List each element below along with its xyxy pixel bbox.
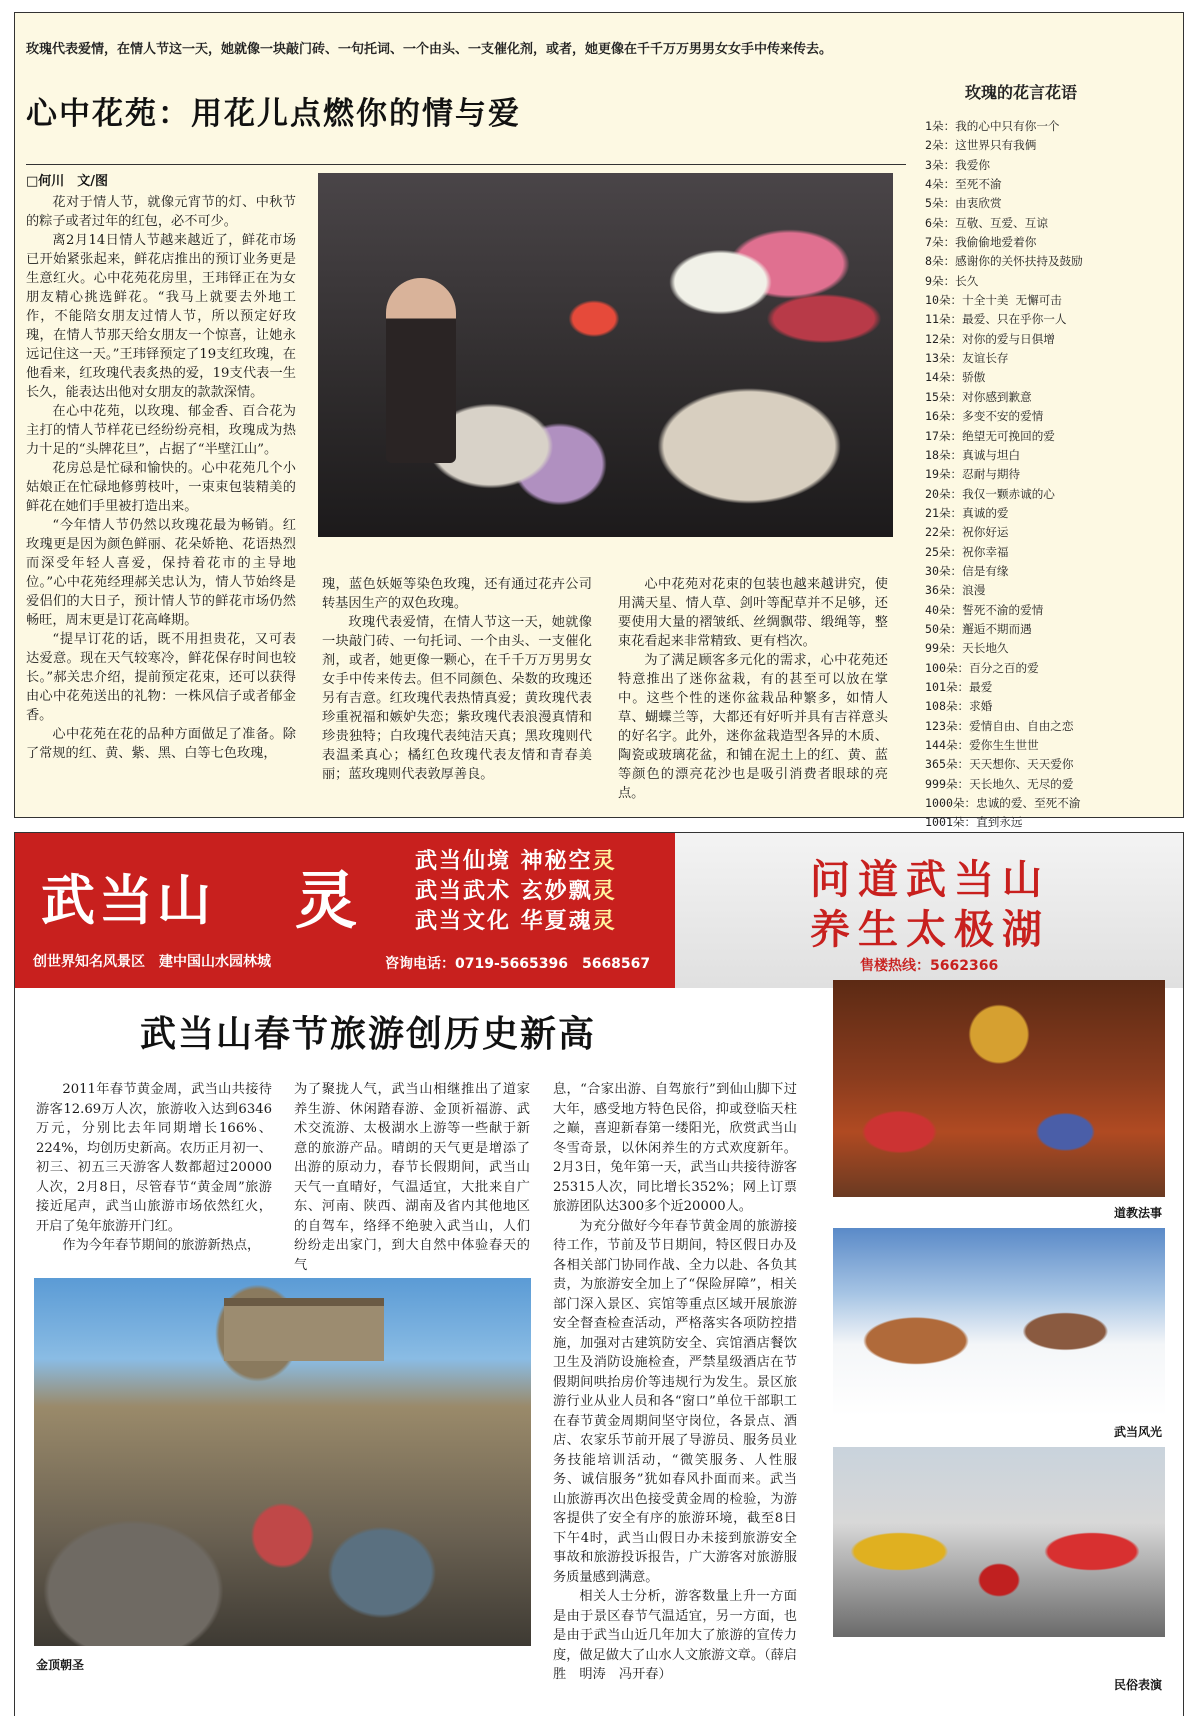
temple-wall (224, 1298, 384, 1361)
golden-summit-photo (34, 1278, 531, 1646)
article-intro: 玫瑰代表爱情，在情人节这一天，她就像一块敲门砖、一句托词、一个由头、一支催化剂，或者，她更像在千千万万男男女女手中传来传去。 (26, 42, 833, 57)
rose-language-item: 17朵：绝望无可挽回的爱 (925, 428, 1055, 443)
banner-logo-char: 灵 (295, 864, 358, 937)
ad-line-1: 问道武当山 (810, 857, 1050, 903)
rose-language-item: 12朵：对你的爱与日俱增 (925, 331, 1055, 346)
paragraph: 相关人士分析，游客数量上升一方面是由于景区春节气温适宜，另一方面，也是由于武当山近几年加大了旅游的宣传力度，做足做大了山水人文旅游文章。（薛启胜 明涛 冯开春） (553, 1589, 797, 1682)
folk-performance-photo (833, 1447, 1165, 1637)
paragraph: 离2月14日情人节越来越近了，鲜花市场已开始紧张起来，鲜花店推出的预订业务更是生意红火。心中花苑花房里，王玮铎正在为女朋友精心挑选鲜花。“我马上就要去外地工作，不能陪女朋友过情人节，所以预定好玫瑰，在情人节那天给女朋友一个惊喜，让她永远记住这一天。”王玮铎预定了19支红玫瑰，在他看来，红玫瑰代表炙热的爱，19支代表一生长久，能表达出他对女朋友的款款深情。 (26, 233, 296, 400)
article-headline: 心中花苑：用花儿点燃你的情与爱 (26, 96, 521, 132)
ad-line-2: 养生太极湖 (810, 907, 1050, 953)
tourism-column-3 (553, 1080, 797, 1685)
slogan-line: 武当仙境 神秘空灵 (415, 849, 617, 874)
slogan-line: 武当武术 玄妙飘灵 (415, 879, 617, 904)
rose-language-item: 1001朵：直到永远 (925, 815, 1023, 830)
taoist-ritual-photo (833, 980, 1165, 1197)
photo-caption: 金顶朝圣 (36, 1658, 85, 1672)
banner-slogans (415, 847, 617, 937)
rose-language-item: 3朵：我爱你 (925, 157, 990, 172)
rose-language-item: 999朵：天长地久、无尽的爱 (925, 776, 1074, 791)
rose-language-item: 7朵：我偷偷地爱着你 (925, 235, 1037, 250)
paragraph: 玫瑰代表爱情，在情人节这一天，她就像一块敲门砖、一句托词、一个由头、一支催化剂，或者，她更像一颗心，在千千万万男男女女手中传来传去。但不同颜色、朵数的玫瑰还另有吉意。红玫瑰代表热情真爱；黄玫瑰代表珍重祝福和嫉妒失恋；紫玫瑰代表浪漫真情和珍贵独特；白玫瑰代表纯洁天真；黑玫瑰则代表温柔真心；橘红色玫瑰代表友情和青春美丽；蓝玫瑰则代表敦厚善良。 (322, 615, 592, 782)
rose-language-item: 36朵：浪漫 (925, 583, 986, 598)
sidebar-title: 玫瑰的花言花语 (965, 83, 1078, 102)
rose-language-item: 2朵：这世界只有我俩 (925, 138, 1037, 153)
rose-language-item: 40朵：誓死不渝的爱情 (925, 602, 1044, 617)
banner-phone: 咨询电话：0719-5665396 5668567 (385, 956, 651, 972)
rose-language-item: 14朵：骄傲 (925, 370, 986, 385)
wudang-banner (15, 833, 1183, 988)
paragraph: 在心中花苑，以玫瑰、郁金香、百合花为主打的情人节样花已经纷纷亮相，玫瑰成为热力十足的“头牌花旦”，占据了“半壁江山”。 (26, 404, 296, 457)
paragraph: 息，“合家出游、自驾旅行”到仙山脚下过大年，感受地方特色民俗，抑或登临天柱之巅，喜迎新春第一缕阳光，欣赏武当山冬雪奇景，以休闲养生的方式欢度新年。2月3日，兔年第一天，武当山共接待游客25315人次，同比增长352%；网上订票旅游团队达300多个近20000人。 (553, 1082, 797, 1214)
banner-logo: 武当山 (41, 869, 215, 932)
paragraph: 为了满足顾客多元化的需求，心中花苑还特意推出了迷你盆栽，有的甚至可以放在掌中。这些个性的迷你盆栽品种繁多，如情人草、蝴蝶兰等，大都还有好听并具有吉祥意头的好名字。此外，迷你盆栽造型各异的木质、陶瓷或玻璃花盆，和铺在泥土上的红、黄、蓝等颜色的漂亮花沙也是吸引消费者眼球的亮点。 (618, 653, 888, 801)
banner-tagline: 创世界知名风景区 建中国山水园林城 (33, 954, 271, 970)
article-column-3 (618, 575, 888, 803)
byline: □何川 文/图 (26, 174, 109, 189)
rose-language-item: 100朵：百分之百的爱 (925, 660, 1039, 675)
rose-language-item: 99朵：天长地久 (925, 641, 1009, 656)
paragraph: 瑰，蓝色妖姬等染色玫瑰，还有通过花卉公司转基因生产的双色玫瑰。 (322, 577, 592, 611)
photo-caption: 武当风光 (1114, 1425, 1163, 1439)
photo-caption: 民俗表演 (1114, 1678, 1163, 1692)
article-column-2 (322, 575, 592, 784)
divider (26, 164, 906, 165)
rose-language-item: 18朵：真诚与坦白 (925, 447, 1021, 462)
rose-language-item: 8朵：感谢你的关怀扶持及鼓励 (925, 254, 1083, 269)
slogan-line: 武当文化 华夏魂灵 (415, 909, 617, 934)
rose-language-item: 19朵：忍耐与期待 (925, 467, 1021, 482)
florist-figure (386, 278, 456, 463)
rose-language-item: 15朵：对你感到歉意 (925, 389, 1032, 404)
article-column-1 (26, 193, 296, 763)
rose-language-item: 144朵：爱你生生世世 (925, 738, 1039, 752)
paragraph: 花对于情人节，就像元宵节的灯、中秋节的粽子或者过年的红包，必不可少。 (26, 195, 296, 229)
paragraph: 为了聚拢人气，武当山相继推出了道家养生游、休闲踏春游、金顶祈福游、武术交流游、太极湖水上游等一些献于新意的旅游产品。晴朗的天气更是增添了出游的原动力，春节长假期间，武当山天气一直晴好，气温适宜，大批来自广东、河南、陕西、湖南及省内其他地区的自驾车，络绎不绝驶入武当山，人们纷纷走出家门，到大自然中体验春天的气 (294, 1082, 530, 1273)
rose-language-item: 5朵：由衷欣赏 (925, 196, 1002, 211)
ad-phone: 售楼热线：5662366 (860, 958, 999, 974)
rose-language-item: 22朵：祝你好运 (925, 525, 1009, 540)
rose-language-sidebar (925, 80, 1165, 833)
rose-language-list (925, 117, 1165, 833)
paragraph: “提早订花的话，既不用担贵花，又可表达爱意。现在天气较寒冷，鲜花保存时间也较长。”郝关忠介绍，提前预定花束，还可以获得由心中花苑送出的礼物：一株风信子或者郁金香。 (26, 632, 296, 723)
rose-language-item: 1朵：我的心中只有你一个 (925, 119, 1060, 133)
rose-language-item: 365朵：天天想你、天天爱你 (925, 757, 1074, 772)
paragraph: “今年情人节仍然以玫瑰花最为畅销。红玫瑰更是因为颜色鲜丽、花朵娇艳、花语热烈而深受年轻人喜爱，保持着花市的主导地位。”心中花苑经理郝关忠认为，情人节始终是爱侣们的大日子，预计情人节的鲜花市场仍然畅旺，周末更是订花高峰期。 (26, 518, 296, 628)
flower-shop-photo (318, 173, 893, 537)
rose-language-item: 1000朵：忠诚的爱、至死不渝 (925, 796, 1081, 811)
rose-language-item: 4朵：至死不渝 (925, 177, 1002, 192)
paragraph: 花房总是忙碌和愉快的。心中花苑几个小姑娘正在忙碌地修剪枝叶，一束束包装精美的鲜花在她们手里被打造出来。 (26, 461, 296, 514)
rose-language-item: 6朵：互敬、互爱、互谅 (925, 215, 1048, 230)
rose-language-item: 25朵：祝你幸福 (925, 544, 1009, 559)
wudang-scenery-photo (833, 1228, 1165, 1416)
rose-language-item: 50朵：邂逅不期而遇 (925, 621, 1032, 636)
tourism-column-2 (294, 1080, 530, 1275)
ad-title (810, 855, 1050, 955)
tourism-column-1 (36, 1080, 272, 1256)
rose-language-item: 9朵：长久 (925, 273, 979, 288)
rose-language-item: 30朵：信是有缘 (925, 563, 1009, 578)
paragraph: 2011年春节黄金周，武当山共接待游客12.69万人次，旅游收入达到6346万元，分别比去年同期增长166%、224%，均创历史新高。农历正月初一、初三、初五三天游客人数都超过20000人次，2月8日，尽管春节“黄金周”旅游接近尾声，武当山旅游市场依然红火，开启了兔年旅游开门红。 (36, 1082, 272, 1234)
tourism-headline: 武当山春节旅游创历史新高 (140, 1014, 597, 1055)
rose-language-item: 11朵：最爱、只在乎你一人 (925, 312, 1067, 327)
banner-right-ad (675, 833, 1183, 988)
rose-language-item: 16朵：多变不安的爱情 (925, 409, 1044, 424)
paragraph: 心中花苑在花的品种方面做足了准备。除了常规的红、黄、紫、黑、白等七色玫瑰， (26, 727, 296, 761)
paragraph: 作为今年春节期间的旅游新热点， (62, 1238, 261, 1253)
rose-language-item: 21朵：真诚的爱 (925, 505, 1009, 520)
rose-language-item: 13朵：友谊长存 (925, 351, 1009, 366)
rose-language-item: 10朵：十全十美 无懈可击 (925, 293, 1062, 308)
rose-language-item: 108朵：求婚 (925, 699, 993, 714)
rose-language-item: 20朵：我仅一颗赤诚的心 (925, 486, 1055, 501)
rose-language-item: 123朵：爱情自由、自由之恋 (925, 718, 1074, 733)
banner-left (15, 833, 675, 988)
paragraph: 为充分做好今年春节黄金周的旅游接待工作，节前及节日期间，特区假日办及各相关部门协同作战、全力以赴、各负其责，为旅游安全加上了“保险屏障”，相关部门深入景区、宾馆等重点区域开展旅游安全督查检查活动，严格落实各项防控措施，加强对古建筑防安全、宾馆酒店餐饮卫生及消防设施检查，严禁星级酒店在节假期间哄抬房价等违规行为发生。景区旅游行业从业人员和各“窗口”单位干部职工在春节黄金周期间坚守岗位，各景点、酒店、农家乐节前开展了导游员、服务员业务技能培训活动，“微笑服务、人性服务、诚信服务”犹如春风扑面而来。武当山旅游再次出色接受黄金周的检验，为游客提供了安全有序的旅游环境，截至8日下午4时，武当山假日办未接到旅游安全事故和旅游投诉报告，广大游客对旅游服务质量感到满意。 (553, 1218, 797, 1585)
rose-language-item: 101朵：最爱 (925, 679, 993, 694)
paragraph: 心中花苑对花束的包装也越来越讲究，使用满天星、情人草、剑叶等配草并不足够，还要使用大量的褶皱纸、丝绸飘带、缎绳等，整束花看起来非常精致、更有档次。 (618, 577, 888, 649)
photo-caption: 道教法事 (1114, 1206, 1163, 1220)
